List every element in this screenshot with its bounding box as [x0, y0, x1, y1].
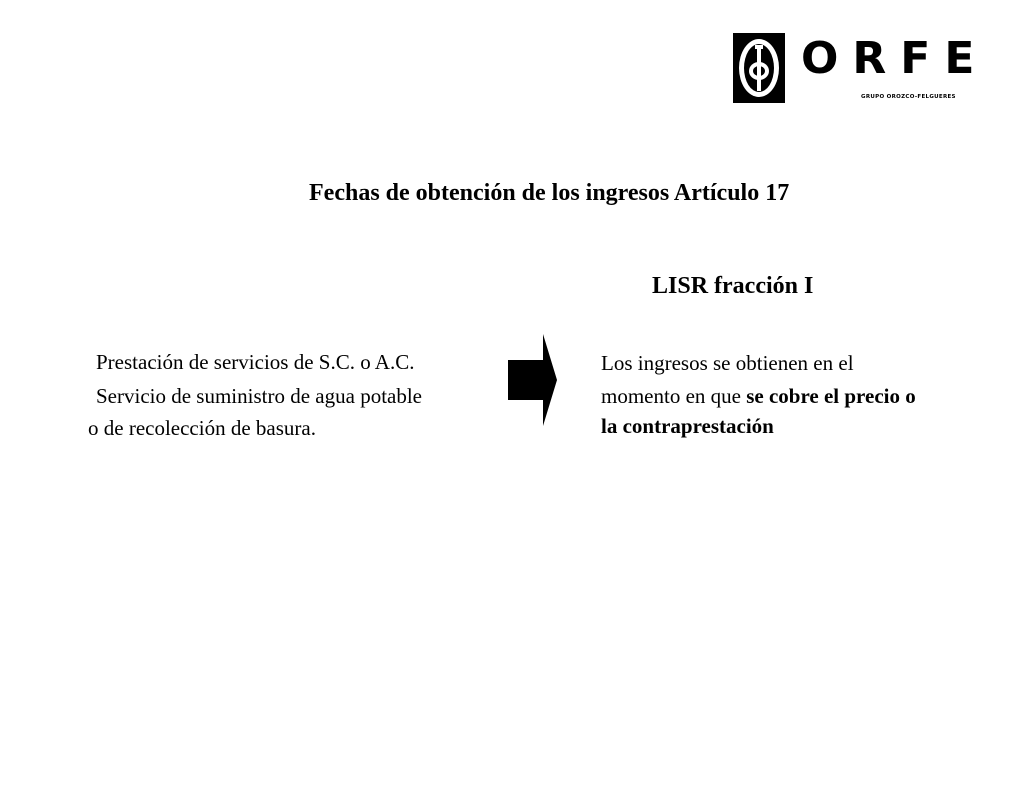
logo-wordmark: ORFE — [801, 33, 989, 84]
slide-subtitle: LISR fracción I — [652, 273, 814, 299]
left-line-3: o de recolección de basura. — [88, 416, 316, 440]
right-arrow-icon — [508, 334, 558, 426]
right-line-2-normal: momento en que — [601, 384, 747, 408]
left-line-2: Servicio de suministro de agua potable — [96, 384, 423, 408]
right-line-2-bold: se cobre el precio o — [746, 384, 916, 408]
right-line-3-bold: la contraprestación — [601, 414, 774, 438]
right-line-3 — [601, 416, 774, 437]
right-line-1: Los ingresos se obtienen en el — [601, 351, 854, 375]
logo-tagline: GRUPO OROZCO-FELGUERES — [861, 94, 956, 100]
right-line-2 — [601, 386, 916, 407]
company-logo — [733, 33, 989, 105]
slide-title: Fechas de obtención de los ingresos Artículo 17 — [309, 180, 790, 206]
phi-in-oval-icon — [733, 33, 785, 103]
left-line-1: Prestación de servicios de S.C. o A.C. — [96, 350, 415, 374]
